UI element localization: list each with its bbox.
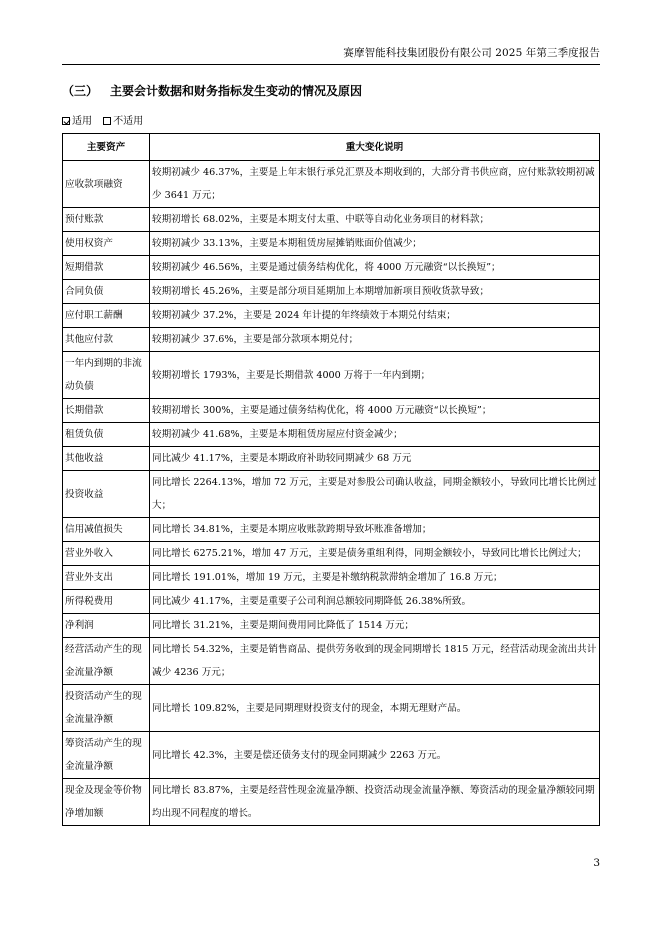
row-item: 应收款项融资 xyxy=(63,161,150,208)
row-item: 营业外支出 xyxy=(63,566,150,590)
row-item: 使用权资产 xyxy=(63,232,150,256)
table-row xyxy=(63,732,600,779)
row-item: 预付账款 xyxy=(63,208,150,232)
row-description: 同比增长 6275.21%，增加 47 万元，主要是债务重组利得，同期金额较小，导致同比增长比例过大； xyxy=(150,542,600,566)
row-item: 净利润 xyxy=(63,614,150,638)
row-description: 较期初减少 41.68%，主要是本期租赁房屋应付资金减少； xyxy=(150,423,600,447)
checked-box-icon xyxy=(62,117,70,125)
row-item: 租赁负债 xyxy=(63,423,150,447)
table-row xyxy=(63,328,600,352)
row-item: 现金及现金等价物净增加额 xyxy=(63,779,150,826)
changes-table xyxy=(62,133,600,826)
row-description: 较期初减少 33.13%，主要是本期租赁房屋摊销账面价值减少； xyxy=(150,232,600,256)
row-item: 经营活动产生的现金流量净额 xyxy=(63,638,150,685)
row-description: 较期初增长 45.26%，主要是部分项目延期加上本期增加新项目预收货款导致； xyxy=(150,280,600,304)
row-item: 营业外收入 xyxy=(63,542,150,566)
option-applicable-label: 适用 xyxy=(72,116,92,127)
row-item: 其他收益 xyxy=(63,447,150,471)
table-row xyxy=(63,399,600,423)
table-row xyxy=(63,542,600,566)
table-body xyxy=(63,161,600,826)
row-description: 同比增长 2264.13%，增加 72 万元，主要是对参股公司确认收益，同期金额较小，导致同比增长比例过大； xyxy=(150,471,600,518)
table-row xyxy=(63,280,600,304)
section-heading xyxy=(62,82,362,99)
row-description: 较期初增长 300%，主要是通过债务结构优化，将 4000 万元融资“以长换短”； xyxy=(150,399,600,423)
row-description: 较期初减少 46.56%，主要是通过债务结构优化，将 4000 万元融资“以长换短”； xyxy=(150,256,600,280)
row-item: 其他应付款 xyxy=(63,328,150,352)
row-description: 同比增长 42.3%，主要是偿还债务支付的现金同期减少 2263 万元。 xyxy=(150,732,600,779)
row-item: 投资活动产生的现金流量净额 xyxy=(63,685,150,732)
row-description: 同比增长 34.81%，主要是本期应收账款跨期导致坏账准备增加； xyxy=(150,518,600,542)
column-header-description: 重大变化说明 xyxy=(150,134,600,161)
row-item: 长期借款 xyxy=(63,399,150,423)
table-row xyxy=(63,590,600,614)
row-item: 一年内到期的非流动负债 xyxy=(63,352,150,399)
row-item: 合同负债 xyxy=(63,280,150,304)
row-item: 筹资活动产生的现金流量净额 xyxy=(63,732,150,779)
header-divider xyxy=(62,64,600,65)
row-description: 较期初增长 1793%，主要是长期借款 4000 万将于一年内到期； xyxy=(150,352,600,399)
applicability-options xyxy=(62,112,151,127)
table-row xyxy=(63,471,600,518)
table-row xyxy=(63,352,600,399)
table-row xyxy=(63,256,600,280)
unchecked-box-icon xyxy=(103,117,111,125)
column-header-item: 主要资产 xyxy=(63,134,150,161)
section-number: （三） xyxy=(62,84,99,98)
table-row xyxy=(63,566,600,590)
section-title: 主要会计数据和财务指标发生变动的情况及原因 xyxy=(110,84,363,98)
option-applicable[interactable] xyxy=(62,116,92,127)
table-row xyxy=(63,161,600,208)
table-row xyxy=(63,518,600,542)
option-not-applicable[interactable] xyxy=(103,116,143,127)
table-header-row xyxy=(63,134,600,161)
table-row xyxy=(63,638,600,685)
table-row xyxy=(63,304,600,328)
table-row xyxy=(63,232,600,256)
table-row xyxy=(63,779,600,826)
option-not-applicable-label: 不适用 xyxy=(113,116,144,127)
row-description: 较期初减少 37.2%，主要是 2024 年计提的年终绩效于本期兑付结束； xyxy=(150,304,600,328)
row-description: 较期初减少 37.6%，主要是部分款项本期兑付； xyxy=(150,328,600,352)
table-row xyxy=(63,423,600,447)
row-description: 同比增长 54.32%，主要是销售商品、提供劳务收到的现金同期增长 1815 万元，经营活动现金流出共计减少 4236 万元； xyxy=(150,638,600,685)
table-row xyxy=(63,447,600,471)
row-description: 同比增长 83.87%，主要是经营性现金流量净额、投资活动现金流量净额、筹资活动的现金量净额较同期均出现不同程度的增长。 xyxy=(150,779,600,826)
row-description: 同比增长 31.21%，主要是期间费用同比降低了 1514 万元； xyxy=(150,614,600,638)
table-row xyxy=(63,208,600,232)
table-row xyxy=(63,614,600,638)
row-description: 较期初减少 46.37%，主要是上年末银行承兑汇票及本期收到的，大部分背书供应商，应付账款较期初减少 3641 万元； xyxy=(150,161,600,208)
row-item: 信用减值损失 xyxy=(63,518,150,542)
row-item: 短期借款 xyxy=(63,256,150,280)
page-number: 3 xyxy=(593,857,600,869)
row-item: 应付职工薪酬 xyxy=(63,304,150,328)
row-description: 同比增长 191.01%，增加 19 万元，主要是补缴纳税款滞纳金增加了 16.8 万元； xyxy=(150,566,600,590)
row-item: 所得税费用 xyxy=(63,590,150,614)
row-item: 投资收益 xyxy=(63,471,150,518)
table-row xyxy=(63,685,600,732)
row-description: 同比增长 109.82%，主要是同期理财投资支付的现金，本期无理财产品。 xyxy=(150,685,600,732)
row-description: 同比减少 41.17%，主要是本期政府补助较同期减少 68 万元 xyxy=(150,447,600,471)
page-header: 赛摩智能科技集团股份有限公司 2025 年第三季度报告 xyxy=(343,47,600,59)
row-description: 较期初增长 68.02%，主要是本期支付太重、中联等自动化业务项目的材料款； xyxy=(150,208,600,232)
row-description: 同比减少 41.17%，主要是重要子公司利润总额较同期降低 26.38%所致。 xyxy=(150,590,600,614)
